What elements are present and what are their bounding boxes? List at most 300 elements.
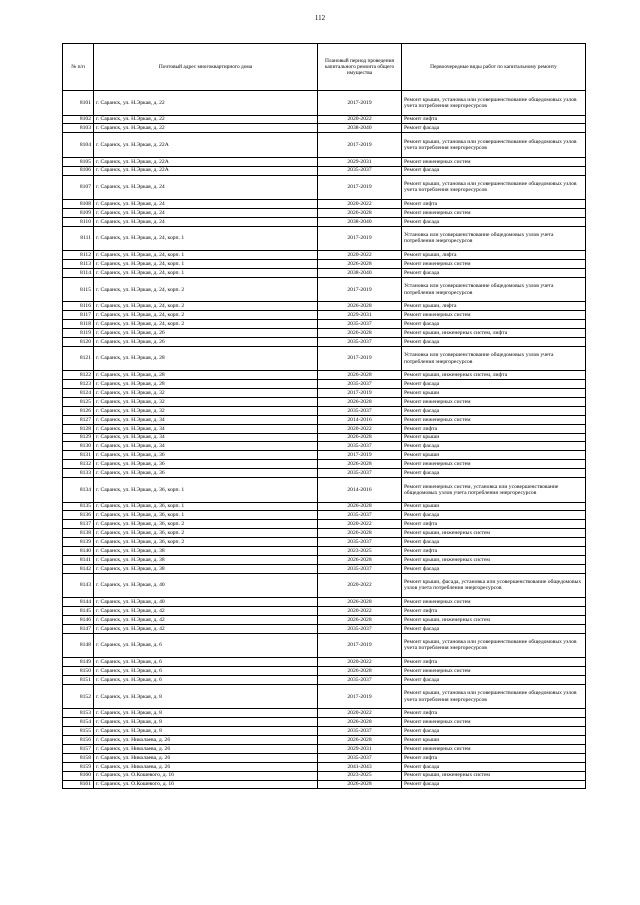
row-address: г. Саранск, ул. Н.Эркая, д. 8 xyxy=(94,727,318,736)
row-period: 2035-2037 xyxy=(318,406,402,415)
row-period: 2020-2022 xyxy=(318,709,402,718)
row-address: г. Саранск, ул. Н.Эркая, д. 22А xyxy=(94,166,318,175)
row-address: г. Саранск, ул. Н.Эркая, д. 34 xyxy=(94,424,318,433)
row-number: 8118 xyxy=(63,320,94,329)
row-address: г. Саранск, ул. Н.Эркая, д. 22 xyxy=(94,91,318,116)
row-address: г. Саранск, ул. О.Кошевого, д. 16 xyxy=(94,780,318,789)
row-address: г. Саранск, ул. Н.Эркая, д. 38 xyxy=(94,555,318,564)
table-row xyxy=(63,91,586,116)
row-period: 2026-2028 xyxy=(318,260,402,269)
row-number: 8127 xyxy=(63,415,94,424)
row-address: г. Саранск, ул. Н.Эркая, д. 6 xyxy=(94,676,318,685)
row-works: Ремонт фасада xyxy=(402,676,586,685)
row-works: Ремонт крыши, инженерных систем xyxy=(402,529,586,538)
table-row xyxy=(63,226,586,251)
row-address: г. Саранск, ул. Н.Эркая, д. 26 xyxy=(94,337,318,346)
row-works: Ремонт лифта xyxy=(402,607,586,616)
row-period: 2017-2019 xyxy=(318,633,402,658)
row-period: 2035-2037 xyxy=(318,564,402,573)
row-number: 8135 xyxy=(63,502,94,511)
table-row xyxy=(63,208,586,217)
table-row xyxy=(63,251,586,260)
row-number: 8114 xyxy=(63,269,94,278)
row-address: г. Саранск, ул. Н.Эркая, д. 36, корп. 2 xyxy=(94,538,318,547)
row-address: г. Саранск, ул. Н.Эркая, д. 8 xyxy=(94,709,318,718)
row-period: 2026-2028 xyxy=(318,667,402,676)
row-number: 8129 xyxy=(63,433,94,442)
row-address: г. Саранск, ул. Николаева, д. 26 xyxy=(94,736,318,745)
table-row xyxy=(63,511,586,520)
row-works: Ремонт лифта xyxy=(402,753,586,762)
row-address: г. Саранск, ул. Николаева, д. 26 xyxy=(94,744,318,753)
table-row xyxy=(63,633,586,658)
row-number: 8110 xyxy=(63,217,94,226)
table-row xyxy=(63,337,586,346)
row-works: Ремонт крыши, установка или усовершенствование общедомовых узлов учета потребления энергоресурсов xyxy=(402,684,586,709)
row-period: 2017-2019 xyxy=(318,277,402,302)
row-period: 2017-2019 xyxy=(318,175,402,200)
row-number: 8131 xyxy=(63,451,94,460)
table-row xyxy=(63,547,586,556)
row-period: 2026-2028 xyxy=(318,371,402,380)
row-works: Ремонт крыши xyxy=(402,433,586,442)
row-works: Ремонт крыши, лифта xyxy=(402,302,586,311)
row-number: 8112 xyxy=(63,251,94,260)
row-works: Ремонт инженерных систем xyxy=(402,157,586,166)
row-address: г. Саранск, ул. Н.Эркая, д. 28 xyxy=(94,371,318,380)
header-period: Плановый период проведения капитального ремонта общего имущества xyxy=(318,44,402,91)
row-period: 2017-2019 xyxy=(318,226,402,251)
row-address: г. Саранск, ул. Н.Эркая, д. 34 xyxy=(94,442,318,451)
row-period: 2029-2031 xyxy=(318,157,402,166)
row-number: 8125 xyxy=(63,398,94,407)
row-number: 8154 xyxy=(63,718,94,727)
row-period: 2035-2037 xyxy=(318,624,402,633)
row-number: 8148 xyxy=(63,633,94,658)
row-period: 2020-2022 xyxy=(318,424,402,433)
table-row xyxy=(63,302,586,311)
row-number: 8108 xyxy=(63,200,94,209)
row-address: г. Саранск, ул. Н.Эркая, д. 24, корп. 1 xyxy=(94,269,318,278)
row-period: 2017-2019 xyxy=(318,346,402,371)
row-works: Ремонт фасада xyxy=(402,320,586,329)
row-period: 2026-2028 xyxy=(318,460,402,469)
row-address: г. Саранск, ул. Н.Эркая, д. 34 xyxy=(94,433,318,442)
row-number: 8147 xyxy=(63,624,94,633)
row-number: 8145 xyxy=(63,607,94,616)
row-period: 2014-2016 xyxy=(318,415,402,424)
row-address: г. Саранск, ул. Н.Эркая, д. 42 xyxy=(94,607,318,616)
table-row xyxy=(63,415,586,424)
header-num: № п/п xyxy=(63,44,94,91)
row-address: г. Саранск, ул. Н.Эркая, д. 22А xyxy=(94,133,318,158)
row-address: г. Саранск, ул. Н.Эркая, д. 34 xyxy=(94,415,318,424)
row-works: Ремонт инженерных систем xyxy=(402,398,586,407)
row-number: 8120 xyxy=(63,337,94,346)
row-number: 8138 xyxy=(63,529,94,538)
table-row xyxy=(63,277,586,302)
row-number: 8143 xyxy=(63,573,94,598)
table-row xyxy=(63,615,586,624)
row-address: г. Саранск, ул. Н.Эркая, д. 24, корп. 1 xyxy=(94,251,318,260)
table-row xyxy=(63,478,586,503)
table-row xyxy=(63,175,586,200)
row-period: 2020-2022 xyxy=(318,607,402,616)
row-period: 2035-2037 xyxy=(318,511,402,520)
row-number: 8101 xyxy=(63,91,94,116)
row-address: г. Саранск, ул. Н.Эркая, д. 38 xyxy=(94,547,318,556)
row-works: Ремонт инженерных систем xyxy=(402,718,586,727)
row-period: 2026-2028 xyxy=(318,398,402,407)
row-number: 8107 xyxy=(63,175,94,200)
row-address: г. Саранск, ул. Н.Эркая, д. 42 xyxy=(94,624,318,633)
row-works: Установка или усовершенствование общедомовых узлов учета потребления энергоресурсов xyxy=(402,277,586,302)
row-address: г. Саранск, ул. Н.Эркая, д. 24 xyxy=(94,208,318,217)
row-address: г. Саранск, ул. Н.Эркая, д. 22 xyxy=(94,124,318,133)
row-period: 2038-2040 xyxy=(318,124,402,133)
row-works: Ремонт фасада xyxy=(402,406,586,415)
row-period: 2017-2019 xyxy=(318,389,402,398)
row-number: 8152 xyxy=(63,684,94,709)
row-address: г. Саранск, ул. Н.Эркая, д. 28 xyxy=(94,346,318,371)
row-period: 2020-2022 xyxy=(318,573,402,598)
row-period: 2041-2043 xyxy=(318,762,402,771)
table-row xyxy=(63,718,586,727)
row-number: 8119 xyxy=(63,329,94,338)
row-works: Ремонт инженерных систем xyxy=(402,415,586,424)
row-number: 8136 xyxy=(63,511,94,520)
table-row xyxy=(63,753,586,762)
row-works: Ремонт фасада xyxy=(402,511,586,520)
row-address: г. Саранск, ул. Н.Эркая, д. 24, корп. 1 xyxy=(94,226,318,251)
row-number: 8161 xyxy=(63,780,94,789)
row-works: Ремонт лифта xyxy=(402,424,586,433)
row-address: г. Саранск, ул. Н.Эркая, д. 36 xyxy=(94,460,318,469)
row-period: 2026-2028 xyxy=(318,598,402,607)
row-works: Ремонт лифта xyxy=(402,658,586,667)
row-number: 8149 xyxy=(63,658,94,667)
row-period: 2026-2028 xyxy=(318,718,402,727)
row-works: Ремонт инженерных систем xyxy=(402,744,586,753)
row-address: г. Саранск, ул. Николаева, д. 26 xyxy=(94,753,318,762)
table-row xyxy=(63,398,586,407)
table-body xyxy=(63,91,586,789)
row-period: 2038-2040 xyxy=(318,217,402,226)
row-period: 2026-2028 xyxy=(318,208,402,217)
table-row xyxy=(63,346,586,371)
row-number: 8155 xyxy=(63,727,94,736)
row-works: Ремонт крыши, фасада, установка или усовершенствование общедомовых узлов учета потребления энергоресурсов xyxy=(402,573,586,598)
row-period: 2038-2040 xyxy=(318,269,402,278)
row-address: г. Саранск, ул. Н.Эркая, д. 36 xyxy=(94,451,318,460)
row-works: Установка или усовершенствование общедомовых узлов учета потребления энергоресурсов xyxy=(402,346,586,371)
row-period: 2026-2028 xyxy=(318,329,402,338)
table-row xyxy=(63,529,586,538)
table-row xyxy=(63,200,586,209)
row-period: 2026-2028 xyxy=(318,302,402,311)
row-period: 2020-2022 xyxy=(318,658,402,667)
row-works: Ремонт фасада xyxy=(402,380,586,389)
row-address: г. Саранск, ул. Н.Эркая, д. 22 xyxy=(94,115,318,124)
table-row xyxy=(63,442,586,451)
row-number: 8139 xyxy=(63,538,94,547)
row-works: Ремонт фасада xyxy=(402,780,586,789)
row-period: 2026-2028 xyxy=(318,615,402,624)
row-address: г. Саранск, ул. Н.Эркая, д. 24 xyxy=(94,175,318,200)
row-address: г. Саранск, ул. Н.Эркая, д. 36, корп. 1 xyxy=(94,511,318,520)
table-row xyxy=(63,424,586,433)
table-row xyxy=(63,744,586,753)
row-period: 2035-2037 xyxy=(318,676,402,685)
row-works: Ремонт фасада xyxy=(402,337,586,346)
row-period: 2014-2016 xyxy=(318,478,402,503)
row-address: г. Саранск, ул. Н.Эркая, д. 36, корп. 2 xyxy=(94,520,318,529)
row-period: 2026-2028 xyxy=(318,736,402,745)
row-number: 8105 xyxy=(63,157,94,166)
table-row xyxy=(63,460,586,469)
table-row xyxy=(63,658,586,667)
table-row xyxy=(63,564,586,573)
row-number: 8156 xyxy=(63,736,94,745)
row-period: 2020-2022 xyxy=(318,520,402,529)
row-number: 8126 xyxy=(63,406,94,415)
header-works: Первоочередные виды работ по капитальному ремонту xyxy=(402,44,586,91)
row-period: 2017-2019 xyxy=(318,684,402,709)
table-row xyxy=(63,451,586,460)
row-period: 2026-2028 xyxy=(318,433,402,442)
row-period: 2035-2037 xyxy=(318,320,402,329)
table-row xyxy=(63,709,586,718)
table-row xyxy=(63,217,586,226)
row-works: Ремонт крыши, установка или усовершенствование общедомовых узлов учета потребления энергоресурсов xyxy=(402,91,586,116)
row-number: 8151 xyxy=(63,676,94,685)
table-row xyxy=(63,736,586,745)
row-period: 2029-2031 xyxy=(318,744,402,753)
row-address: г. Саранск, ул. Н.Эркая, д. 36 xyxy=(94,469,318,478)
row-works: Установка или усовершенствование общедомовых узлов учета потребления энергоресурсов xyxy=(402,226,586,251)
table-row xyxy=(63,433,586,442)
row-works: Ремонт фасада xyxy=(402,217,586,226)
row-number: 8115 xyxy=(63,277,94,302)
table-row xyxy=(63,762,586,771)
row-address: г. Саранск, ул. Н.Эркая, д. 24, корп. 2 xyxy=(94,311,318,320)
row-address: г. Саранск, ул. Николаева, д. 26 xyxy=(94,762,318,771)
table-row xyxy=(63,329,586,338)
row-number: 8109 xyxy=(63,208,94,217)
row-number: 8144 xyxy=(63,598,94,607)
row-address: г. Саранск, ул. Н.Эркая, д. 38 xyxy=(94,564,318,573)
table-row xyxy=(63,538,586,547)
row-number: 8113 xyxy=(63,260,94,269)
row-number: 8146 xyxy=(63,615,94,624)
row-works: Ремонт инженерных систем xyxy=(402,260,586,269)
row-number: 8160 xyxy=(63,771,94,780)
row-works: Ремонт крыши, установка или усовершенствование общедомовых узлов учета потребления энергоресурсов xyxy=(402,633,586,658)
row-number: 8123 xyxy=(63,380,94,389)
row-address: г. Саранск, ул. Н.Эркая, д. 42 xyxy=(94,615,318,624)
row-address: г. Саранск, ул. Н.Эркая, д. 32 xyxy=(94,389,318,398)
row-period: 2017-2019 xyxy=(318,91,402,116)
row-works: Ремонт фасада xyxy=(402,124,586,133)
row-works: Ремонт крыши, инженерных систем xyxy=(402,555,586,564)
row-works: Ремонт инженерных систем xyxy=(402,208,586,217)
row-period: 2017-2019 xyxy=(318,451,402,460)
row-period: 2020-2022 xyxy=(318,200,402,209)
table-row xyxy=(63,260,586,269)
row-number: 8158 xyxy=(63,753,94,762)
row-period: 2026-2028 xyxy=(318,502,402,511)
row-works: Ремонт фасада xyxy=(402,269,586,278)
row-works: Ремонт инженерных систем xyxy=(402,460,586,469)
row-works: Ремонт фасада xyxy=(402,442,586,451)
row-address: г. Саранск, ул. Н.Эркая, д. 24, корп. 1 xyxy=(94,260,318,269)
row-address: г. Саранск, ул. Н.Эркая, д. 32 xyxy=(94,406,318,415)
row-works: Ремонт фасада xyxy=(402,538,586,547)
row-period: 2020-2022 xyxy=(318,115,402,124)
table-row xyxy=(63,115,586,124)
row-address: г. Саранск, ул. Н.Эркая, д. 8 xyxy=(94,684,318,709)
row-works: Ремонт инженерных систем xyxy=(402,667,586,676)
row-number: 8103 xyxy=(63,124,94,133)
row-period: 2035-2037 xyxy=(318,469,402,478)
table-row xyxy=(63,771,586,780)
table-row xyxy=(63,727,586,736)
table-row xyxy=(63,311,586,320)
table-row xyxy=(63,502,586,511)
row-works: Ремонт крыши xyxy=(402,389,586,398)
row-works: Ремонт инженерных систем, установка или усовершенствование общедомовых узлов учета потребления энергоресурсов xyxy=(402,478,586,503)
row-period: 2035-2037 xyxy=(318,380,402,389)
table-header-row xyxy=(63,44,586,91)
row-address: г. Саранск, ул. Н.Эркая, д. 32 xyxy=(94,398,318,407)
row-address: г. Саранск, ул. Н.Эркая, д. 8 xyxy=(94,718,318,727)
row-works: Ремонт фасада xyxy=(402,564,586,573)
row-number: 8133 xyxy=(63,469,94,478)
row-number: 8141 xyxy=(63,555,94,564)
row-works: Ремонт фасада xyxy=(402,727,586,736)
row-number: 8117 xyxy=(63,311,94,320)
table-row xyxy=(63,676,586,685)
row-number: 8150 xyxy=(63,667,94,676)
row-number: 8132 xyxy=(63,460,94,469)
row-number: 8157 xyxy=(63,744,94,753)
table-row xyxy=(63,520,586,529)
table-row xyxy=(63,573,586,598)
row-number: 8159 xyxy=(63,762,94,771)
row-works: Ремонт крыши, инженерных систем xyxy=(402,615,586,624)
row-works: Ремонт лифта xyxy=(402,115,586,124)
row-number: 8122 xyxy=(63,371,94,380)
row-period: 2035-2037 xyxy=(318,727,402,736)
row-address: г. Саранск, ул. Н.Эркая, д. 24, корп. 2 xyxy=(94,320,318,329)
row-address: г. Саранск, ул. Н.Эркая, д. 26 xyxy=(94,329,318,338)
row-address: г. Саранск, ул. Н.Эркая, д. 40 xyxy=(94,573,318,598)
table-row xyxy=(63,124,586,133)
row-address: г. Саранск, ул. Н.Эркая, д. 24, корп. 2 xyxy=(94,302,318,311)
row-works: Ремонт лифта xyxy=(402,200,586,209)
row-works: Ремонт фасада xyxy=(402,762,586,771)
row-number: 8134 xyxy=(63,478,94,503)
row-number: 8116 xyxy=(63,302,94,311)
row-number: 8111 xyxy=(63,226,94,251)
row-works: Ремонт крыши, установка или усовершенствование общедомовых узлов учета потребления энергоресурсов xyxy=(402,175,586,200)
row-number: 8104 xyxy=(63,133,94,158)
table-row xyxy=(63,598,586,607)
row-period: 2023-2025 xyxy=(318,547,402,556)
row-number: 8153 xyxy=(63,709,94,718)
row-works: Ремонт инженерных систем xyxy=(402,598,586,607)
table-row xyxy=(63,389,586,398)
table-row xyxy=(63,157,586,166)
row-address: г. Саранск, ул. Н.Эркая, д. 6 xyxy=(94,633,318,658)
row-period: 2026-2028 xyxy=(318,529,402,538)
row-works: Ремонт крыши, инженерных систем xyxy=(402,771,586,780)
table-row xyxy=(63,607,586,616)
row-number: 8106 xyxy=(63,166,94,175)
row-works: Ремонт крыши xyxy=(402,451,586,460)
table-row xyxy=(63,371,586,380)
row-works: Ремонт крыши xyxy=(402,736,586,745)
table-row xyxy=(63,320,586,329)
row-works: Ремонт крыши, установка или усовершенствование общедомовых узлов учета потребления энергоресурсов xyxy=(402,133,586,158)
row-address: г. Саранск, ул. Н.Эркая, д. 40 xyxy=(94,598,318,607)
row-works: Ремонт крыши, инженерных систем, лифта xyxy=(402,329,586,338)
row-works: Ремонт фасада xyxy=(402,469,586,478)
row-address: г. Саранск, ул. Н.Эркая, д. 6 xyxy=(94,667,318,676)
row-period: 2029-2031 xyxy=(318,311,402,320)
row-period: 2035-2037 xyxy=(318,337,402,346)
row-number: 8121 xyxy=(63,346,94,371)
row-address: г. Саранск, ул. Н.Эркая, д. 24, корп. 2 xyxy=(94,277,318,302)
row-works: Ремонт лифта xyxy=(402,547,586,556)
row-number: 8102 xyxy=(63,115,94,124)
row-number: 8130 xyxy=(63,442,94,451)
row-period: 2017-2019 xyxy=(318,133,402,158)
row-period: 2035-2037 xyxy=(318,442,402,451)
page-number: 112 xyxy=(314,14,326,22)
row-works: Ремонт крыши xyxy=(402,502,586,511)
row-period: 2035-2037 xyxy=(318,538,402,547)
row-works: Ремонт фасада xyxy=(402,624,586,633)
row-address: г. Саранск, ул. Н.Эркая, д. 24 xyxy=(94,200,318,209)
table-row xyxy=(63,684,586,709)
row-address: г. Саранск, ул. О.Кошевого, д. 16 xyxy=(94,771,318,780)
row-period: 2026-2028 xyxy=(318,555,402,564)
row-works: Ремонт инженерных систем xyxy=(402,311,586,320)
row-works: Ремонт крыши, лифта xyxy=(402,251,586,260)
row-period: 2035-2037 xyxy=(318,166,402,175)
row-number: 8128 xyxy=(63,424,94,433)
row-number: 8137 xyxy=(63,520,94,529)
row-period: 2026-2028 xyxy=(318,780,402,789)
table-row xyxy=(63,166,586,175)
row-address: г. Саранск, ул. Н.Эркая, д. 6 xyxy=(94,658,318,667)
row-period: 2035-2037 xyxy=(318,753,402,762)
row-period: 2020-2022 xyxy=(318,251,402,260)
row-works: Ремонт крыши, инженерных систем, лифта xyxy=(402,371,586,380)
table-row xyxy=(63,380,586,389)
table-row xyxy=(63,406,586,415)
row-works: Ремонт лифта xyxy=(402,709,586,718)
table-row xyxy=(63,667,586,676)
row-number: 8140 xyxy=(63,547,94,556)
row-address: г. Саранск, ул. Н.Эркая, д. 24 xyxy=(94,217,318,226)
row-number: 8124 xyxy=(63,389,94,398)
row-address: г. Саранск, ул. Н.Эркая, д. 36, корп. 1 xyxy=(94,478,318,503)
table-row xyxy=(63,780,586,789)
row-address: г. Саранск, ул. Н.Эркая, д. 36, корп. 2 xyxy=(94,529,318,538)
repair-schedule-table xyxy=(62,43,586,789)
